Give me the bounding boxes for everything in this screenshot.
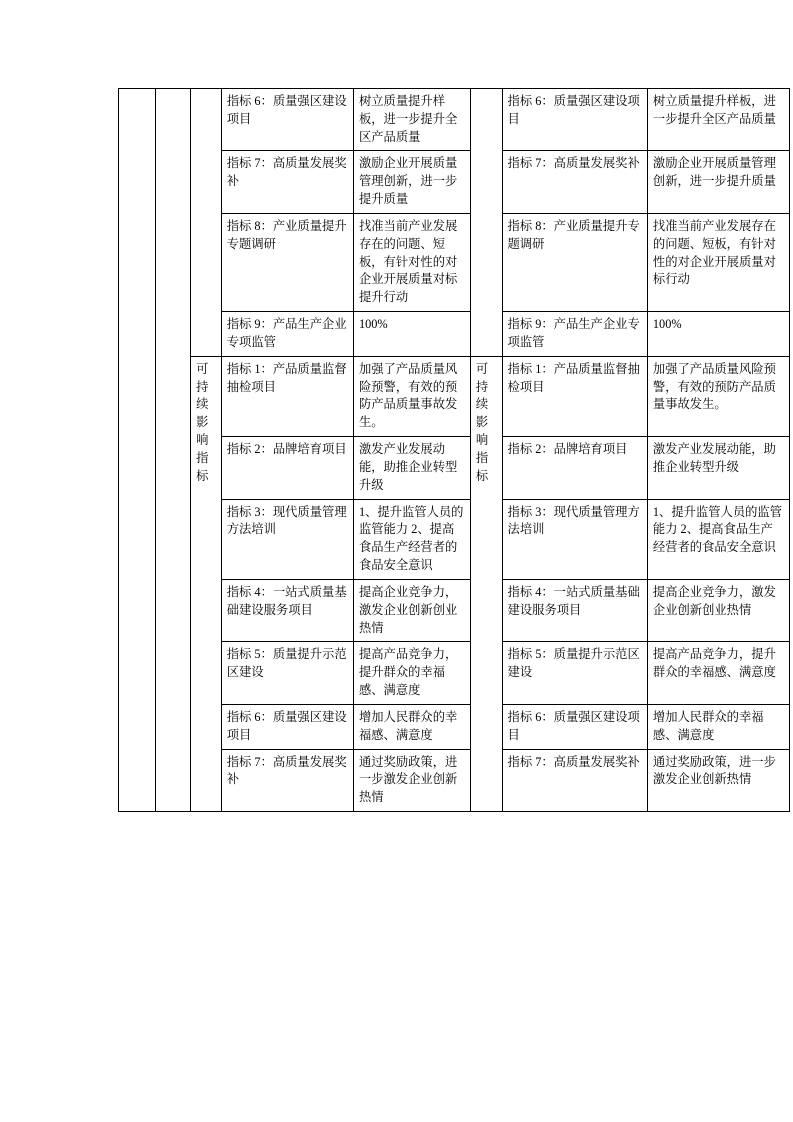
indicator-desc-left: 激励企业开展质量管理创新，进一步提升质量 [353,151,470,213]
indicator-name-right: 指标 7：高质量发展奖补 [502,151,647,213]
indicator-name-right: 指标 6：质量强区建设项目 [502,704,647,749]
indicator-name-right: 指标 5：质量提升示范区建设 [502,642,647,704]
indicator-name-right: 指标 8：产业质量提升专题调研 [502,213,647,311]
indicator-name-left: 指标 9：产品生产企业专项监管 [221,312,353,357]
indicator-name-left: 指标 6：质量强区建设项目 [221,89,353,151]
indicator-name-left: 指标 1：产品质量监督抽检项目 [221,356,353,436]
indicator-name-right: 指标 7：高质量发展奖补 [502,749,647,811]
indicator-name-left: 指标 5：质量提升示范区建设 [221,642,353,704]
indicator-desc-left: 1、提升监管人员的监管能力 2、提高食品生产经营者的食品安全意识 [353,499,470,579]
indicator-desc-right: 找准当前产业发展存在的问题、短板，有针对性的对企业开展质量对标行动 [647,213,789,311]
indicator-name-left: 指标 3：现代质量管理方法培训 [221,499,353,579]
indicator-name-left: 指标 7：高质量发展奖补 [221,151,353,213]
right-category-column-top [470,89,502,357]
indicator-name-right: 指标 9：产品生产企业专项监管 [502,312,647,357]
indicator-name-right: 指标 6：质量强区建设项目 [502,89,647,151]
indicator-desc-right: 树立质量提升样板，进一步提升全区产品质量 [647,89,789,151]
table-row [119,356,790,436]
indicator-desc-left: 提高企业竞争力，激发企业创新创业热情 [353,579,470,641]
indicator-desc-left: 提高产品竞争力，提升群众的幸福感、满意度 [353,642,470,704]
right-category-sustainable-impact [470,356,502,811]
indicator-desc-left: 找准当前产业发展存在的问题、短板，有针对性的对企业开展质量对标提升行动 [353,213,470,311]
indicator-name-left: 指标 4：一站式质量基础建设服务项目 [221,579,353,641]
indicator-name-right: 指标 1：产品质量监督抽检项目 [502,356,647,436]
left-category-column-top [191,89,222,357]
outer-left-column [119,89,156,812]
indicator-name-left: 指标 8：产业质量提升专题调研 [221,213,353,311]
indicator-name-right: 指标 4：一站式质量基础建设服务项目 [502,579,647,641]
indicator-table [118,88,790,812]
indicator-desc-left: 通过奖励政策，进一步激发企业创新热情 [353,749,470,811]
indicator-desc-right: 激励企业开展质量管理创新，进一步提升质量 [647,151,789,213]
indicator-desc-right: 通过奖励政策，进一步激发企业创新热情 [647,749,789,811]
indicator-desc-right: 100% [647,312,789,357]
left-category-label: 可持续影响指标 [196,361,209,483]
indicator-desc-right: 激发产业发展动能，助推企业转型升级 [647,437,789,499]
second-left-column [156,89,191,812]
indicator-desc-left: 增加人民群众的幸福感、满意度 [353,704,470,749]
left-category-sustainable-impact [191,356,222,811]
indicator-desc-right: 提高产品竞争力，提升群众的幸福感、满意度 [647,642,789,704]
indicator-desc-left: 100% [353,312,470,357]
indicator-name-right: 指标 2：品牌培育项目 [502,437,647,499]
indicator-name-right: 指标 3：现代质量管理方法培训 [502,499,647,579]
indicator-desc-left: 加强了产品质量风险预警，有效的预防产品质量事故发生。 [353,356,470,436]
indicator-name-left: 指标 7：高质量发展奖补 [221,749,353,811]
indicator-desc-right: 1、提升监管人员的监管能力 2、提高食品生产经营者的食品安全意识 [647,499,789,579]
indicator-desc-right: 提高企业竞争力，激发企业创新创业热情 [647,579,789,641]
indicator-desc-left: 激发产业发展动能，助推企业转型升级 [353,437,470,499]
indicator-name-left: 指标 6：质量强区建设项目 [221,704,353,749]
indicator-name-left: 指标 2：品牌培育项目 [221,437,353,499]
indicator-desc-left: 树立质量提升样板，进一步提升全区产品质量 [353,89,470,151]
table-row [119,89,790,151]
indicator-desc-right: 增加人民群众的幸福感、满意度 [647,704,789,749]
right-category-label: 可持续影响指标 [475,361,489,483]
indicator-desc-right: 加强了产品质量风险预警，有效的预防产品质量事故发生。 [647,356,789,436]
